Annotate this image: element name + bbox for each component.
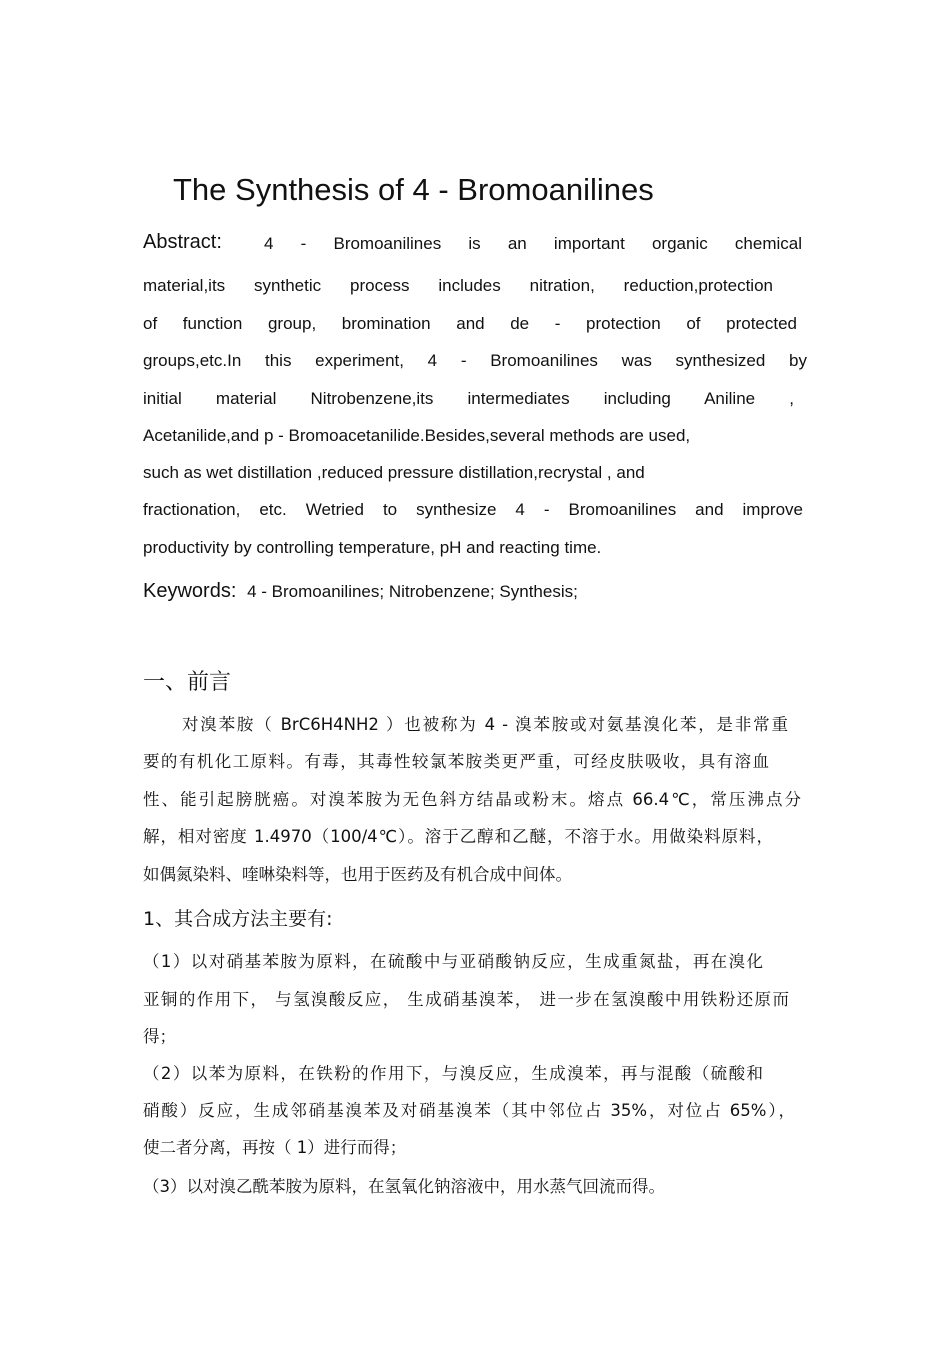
abstract-line-5: initial material Nitrobenzene,its intermediates including Aniline ,: [143, 389, 794, 408]
methods-line-6: 使二者分离，再按（ 1）进行而得；: [143, 1138, 407, 1157]
section-heading-intro: 一、前言: [143, 670, 232, 695]
methods-line-5: 硝酸）反应，生成邻硝基溴苯及对硝基溴苯（其中邻位占 35%，对位占 65%），: [143, 1101, 795, 1120]
keywords-text: 4 - Bromoanilines; Nitrobenzene; Synthesis;: [247, 582, 578, 601]
section-heading-methods: 1、其合成方法主要有:: [143, 908, 333, 930]
intro-line-4: 解，相对密度 1.4970（100/4℃）。溶于乙醇和乙醚，不溶于水。用做染料原料，: [143, 827, 773, 846]
methods-line-1: （1）以对硝基苯胺为原料，在硫酸中与亚硝酸钠反应，生成重氮盐，再在溴化: [143, 952, 763, 971]
keywords-label: Keywords:: [143, 580, 237, 602]
intro-line-1: 对溴苯胺（ BrC6H4NH2 ）也被称为 4 - 溴苯胺或对氨基溴化苯，是非常重: [182, 715, 788, 734]
intro-line-2: 要的有机化工原料。有毒，其毒性较氯苯胺类更严重，可经皮肤吸收，具有溶血: [143, 752, 769, 771]
abstract-line-3: of function group, bromination and de - protection of protected: [143, 314, 797, 333]
methods-line-3: 得；: [143, 1027, 176, 1046]
abstract-line-6: Acetanilide,and p - Bromoacetanilide.Besides,several methods are used,: [143, 426, 691, 445]
abstract-line-9: productivity by controlling temperature, pH and reacting time.: [143, 538, 602, 557]
abstract-line-1: 4 - Bromoanilines is an important organic chemical: [264, 234, 802, 253]
abstract-line-7: such as wet distillation ,reduced pressure distillation,recrystal , and: [143, 463, 645, 482]
abstract-line-4: groups,etc.In this experiment, 4 - Bromoanilines was synthesized by: [143, 351, 807, 370]
intro-line-5: 如偶氮染料、喹啉染料等，也用于医药及有机合成中间体。: [143, 865, 572, 884]
methods-line-4: （2）以苯为原料，在铁粉的作用下，与溴反应，生成溴苯，再与混酸（硫酸和: [143, 1064, 763, 1083]
keywords: [143, 580, 578, 603]
methods-line-2: 亚铜的作用下， 与氢溴酸反应， 生成硝基溴苯， 进一步在氢溴酸中用铁粉还原而: [143, 990, 789, 1009]
intro-line-3: 性、能引起膀胱癌。对溴苯胺为无色斜方结晶或粉末。熔点 66.4℃，常压沸点分: [143, 790, 801, 809]
document-title: The Synthesis of 4 - Bromoanilines: [173, 172, 654, 207]
abstract-line-8: fractionation, etc. Wetried to synthesize 4 - Bromoanilines and improve: [143, 500, 803, 519]
abstract-label: Abstract:: [143, 231, 222, 253]
abstract-line-2: material,its synthetic process includes nitration, reduction,protection: [143, 276, 773, 295]
methods-line-7: （3）以对溴乙酰苯胺为原料，在氢氧化钠溶液中，用水蒸气回流而得。: [143, 1177, 665, 1196]
